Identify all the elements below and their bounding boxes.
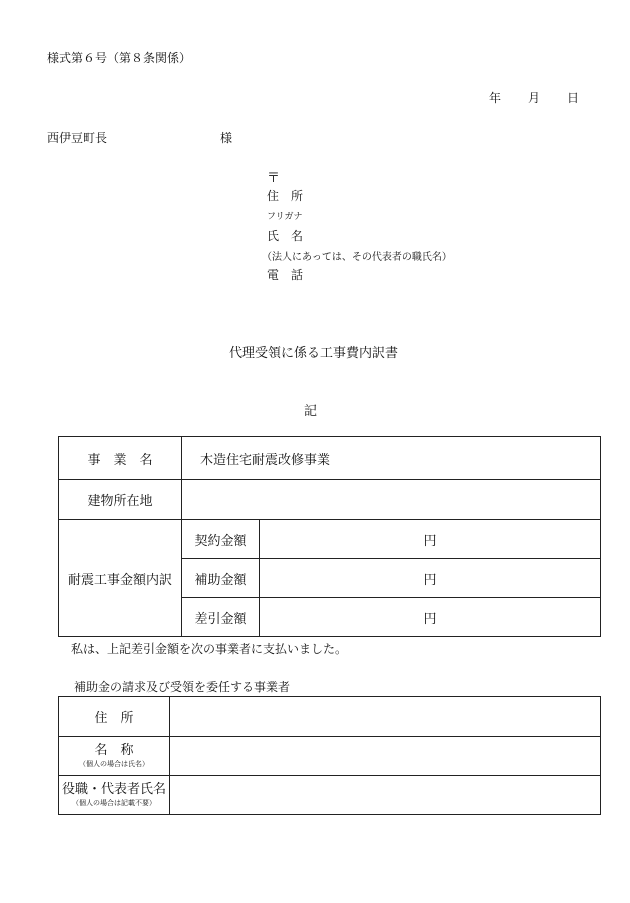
location-label-cell [59,480,182,520]
date-day-label: 日 [567,91,580,105]
contractor-address-value-cell [170,697,601,737]
subsidy-amount-label: 補助金額 [194,572,247,588]
difference-amount-label-cell [182,598,260,637]
location-value-cell [182,480,601,520]
project-name-value: 木造住宅耐震改修事業 [200,452,331,468]
contractor-name-label: 名 称 [94,743,134,758]
subsidy-amount-unit: 円 [423,572,437,588]
subsidy-amount-value-cell [260,559,601,598]
contract-amount-value-cell [260,520,601,559]
subsidy-amount-label-cell [182,559,260,598]
contractor-rep-value-cell [170,776,601,815]
ki-label: 記 [304,404,318,419]
difference-amount-value-cell [260,598,601,637]
contractor-address-label-cell [59,697,170,737]
project-name-value-cell [182,437,601,480]
contractor-rep-label: 役職・代表者氏名 [61,782,166,797]
payment-statement: 私は、上記差引金額を次の事業者に支払いました。 [71,642,348,656]
location-label: 建物所在地 [87,494,153,509]
contractor-name-note: （個人の場合は氏名） [79,759,149,768]
contract-amount-label-cell [182,520,260,559]
contractor-address-label: 住 所 [94,711,134,726]
form-id: 様式第６号（第８条関係） [47,51,192,65]
contractor-table [58,696,601,815]
date-year-label: 年 [489,91,502,105]
applicant-address-label: 住 所 [267,189,304,203]
breakdown-table [58,436,601,637]
applicant-corp-note: （法人にあっては、その代表者の職氏名） [262,252,452,263]
difference-amount-unit: 円 [423,611,437,627]
contractor-name-value-cell [170,737,601,776]
breakdown-label: 耐震工事金額内訳 [67,572,172,588]
project-name-label: 事 業 名 [87,452,153,468]
contractor-rep-label-cell [59,776,170,815]
contractor-rep-note: （個人の場合は記載不要） [72,798,156,807]
applicant-phone-label: 電 話 [267,268,304,282]
contract-amount-label: 契約金額 [194,533,247,549]
contract-amount-unit: 円 [423,533,437,549]
project-name-label-cell [59,437,182,480]
postal-mark: 〒 [267,171,281,186]
document-title: 代理受領に係る工事費内訳書 [229,346,399,361]
addressee-name: 西伊豆町長 [47,131,108,145]
applicant-name-label: 氏 名 [267,229,304,243]
addressee-honorific: 様 [220,131,233,145]
breakdown-label-cell [59,520,182,637]
applicant-furigana-label: フリガナ [267,212,303,222]
contractor-heading: 補助金の請求及び受領を委任する事業者 [74,680,291,694]
date-month-label: 月 [528,91,541,105]
contractor-name-label-cell [59,737,170,776]
difference-amount-label: 差引金額 [194,611,247,627]
